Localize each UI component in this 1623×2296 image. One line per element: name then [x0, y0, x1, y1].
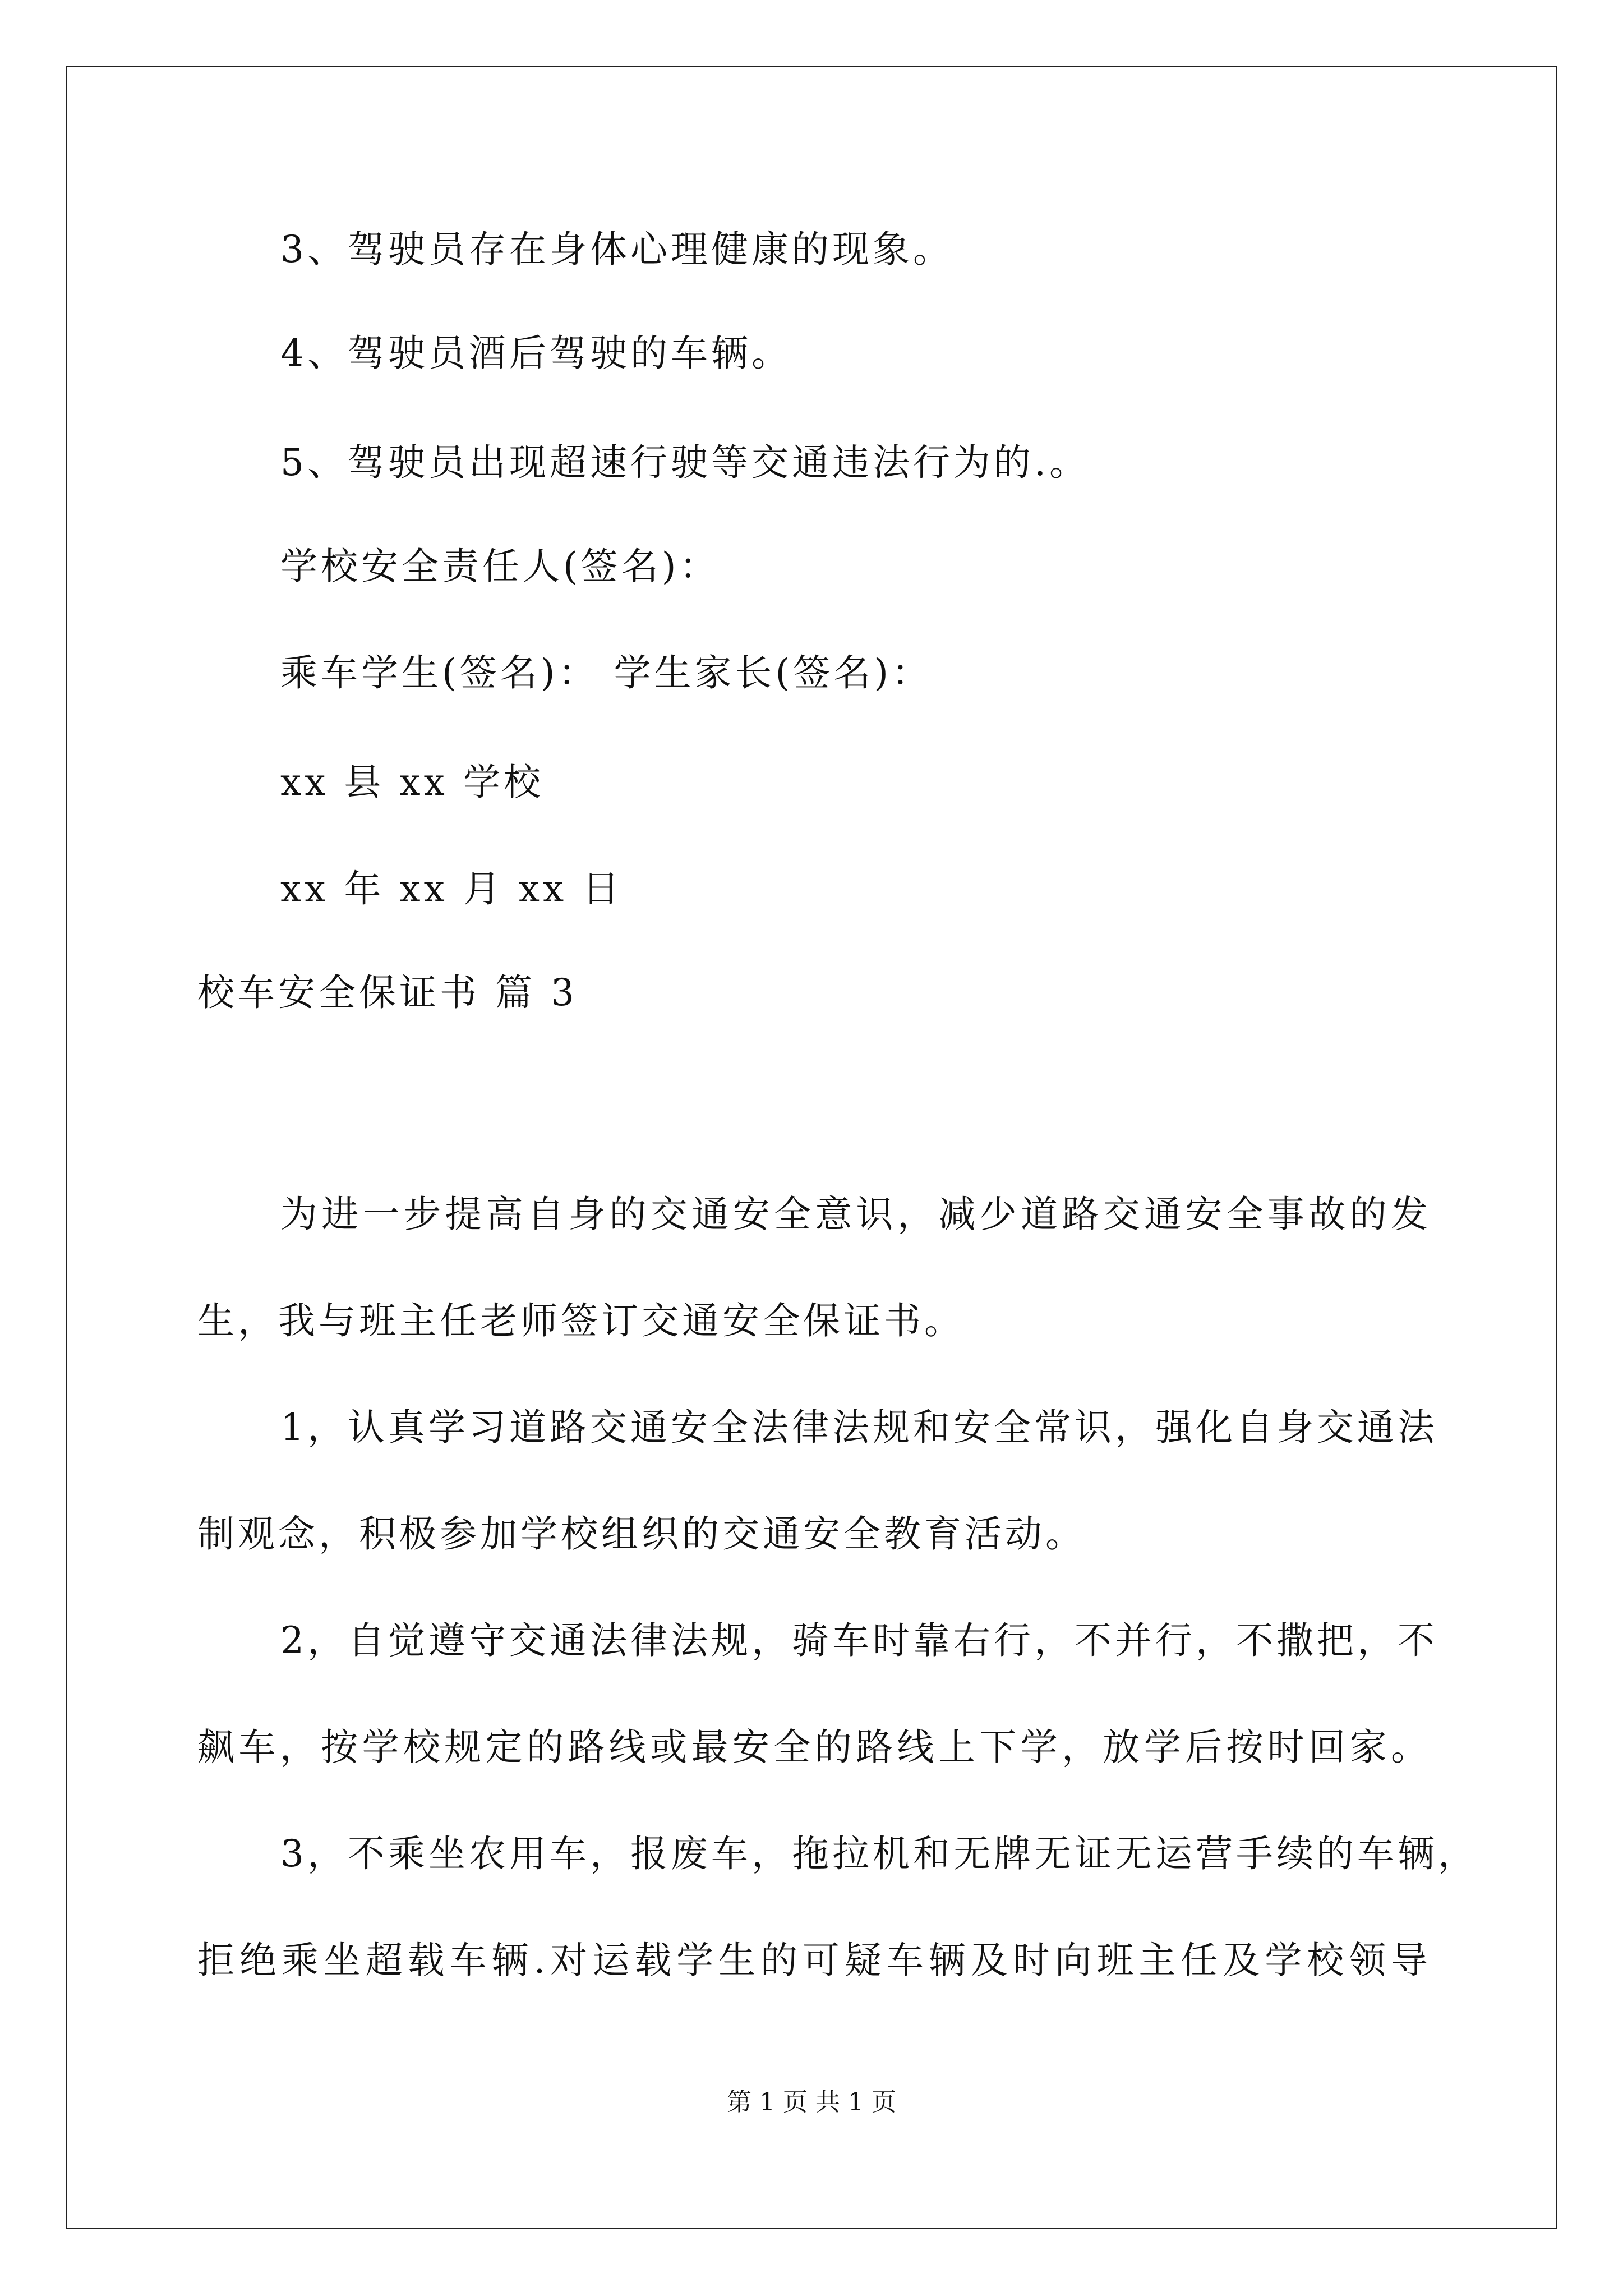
paragraph-2-line-1: 2，自觉遵守交通法律法规，骑车时靠右行，不并行，不撒把，不 — [280, 1619, 1438, 1662]
paragraph-1-line-2: 制观念，积极参加学校组织的交通安全教育活动。 — [197, 1512, 1086, 1556]
safety-officer-signature-line: 学校安全责任人(签名)： — [280, 545, 720, 588]
page-number-footer: 第 1 页 共 1 页 — [727, 2088, 896, 2116]
school-name-line: xx 县 xx 学校 — [280, 761, 544, 804]
paragraph-3-line-1: 3，不乘坐农用车，报废车，拖拉机和无牌无证无运营手续的车辆， — [280, 1832, 1478, 1875]
paragraph-intro-line-1: 为进一步提高自身的交通安全意识，减少道路交通安全事故的发 — [280, 1193, 1431, 1236]
student-parent-signature-line: 乘车学生(签名)： 学生家长(签名)： — [280, 651, 932, 694]
paragraph-intro-line-2: 生，我与班主任老师签订交通安全保证书。 — [197, 1299, 965, 1342]
paragraph-3-line-2: 拒绝乘坐超载车辆.对运载学生的可疑车辆及时向班主任及学校领导 — [197, 1939, 1431, 1982]
page-border — [66, 66, 1557, 2229]
section-heading: 校车安全保证书 篇 3 — [197, 971, 578, 1014]
text-line-item-5: 5、驾驶员出现超速行驶等交通违法行为的.。 — [280, 441, 1090, 484]
date-line: xx 年 xx 月 xx 日 — [280, 867, 623, 910]
text-line-item-4: 4、驾驶员酒后驾驶的车辆。 — [280, 332, 792, 375]
paragraph-1-line-1: 1，认真学习道路交通安全法律法规和安全常识，强化自身交通法 — [280, 1406, 1438, 1449]
text-line-item-3: 3、驾驶员存在身体心理健康的现象。 — [280, 228, 953, 271]
paragraph-2-line-2: 飙车，按学校规定的路线或最安全的路线上下学，放学后按时回家。 — [197, 1726, 1431, 1769]
